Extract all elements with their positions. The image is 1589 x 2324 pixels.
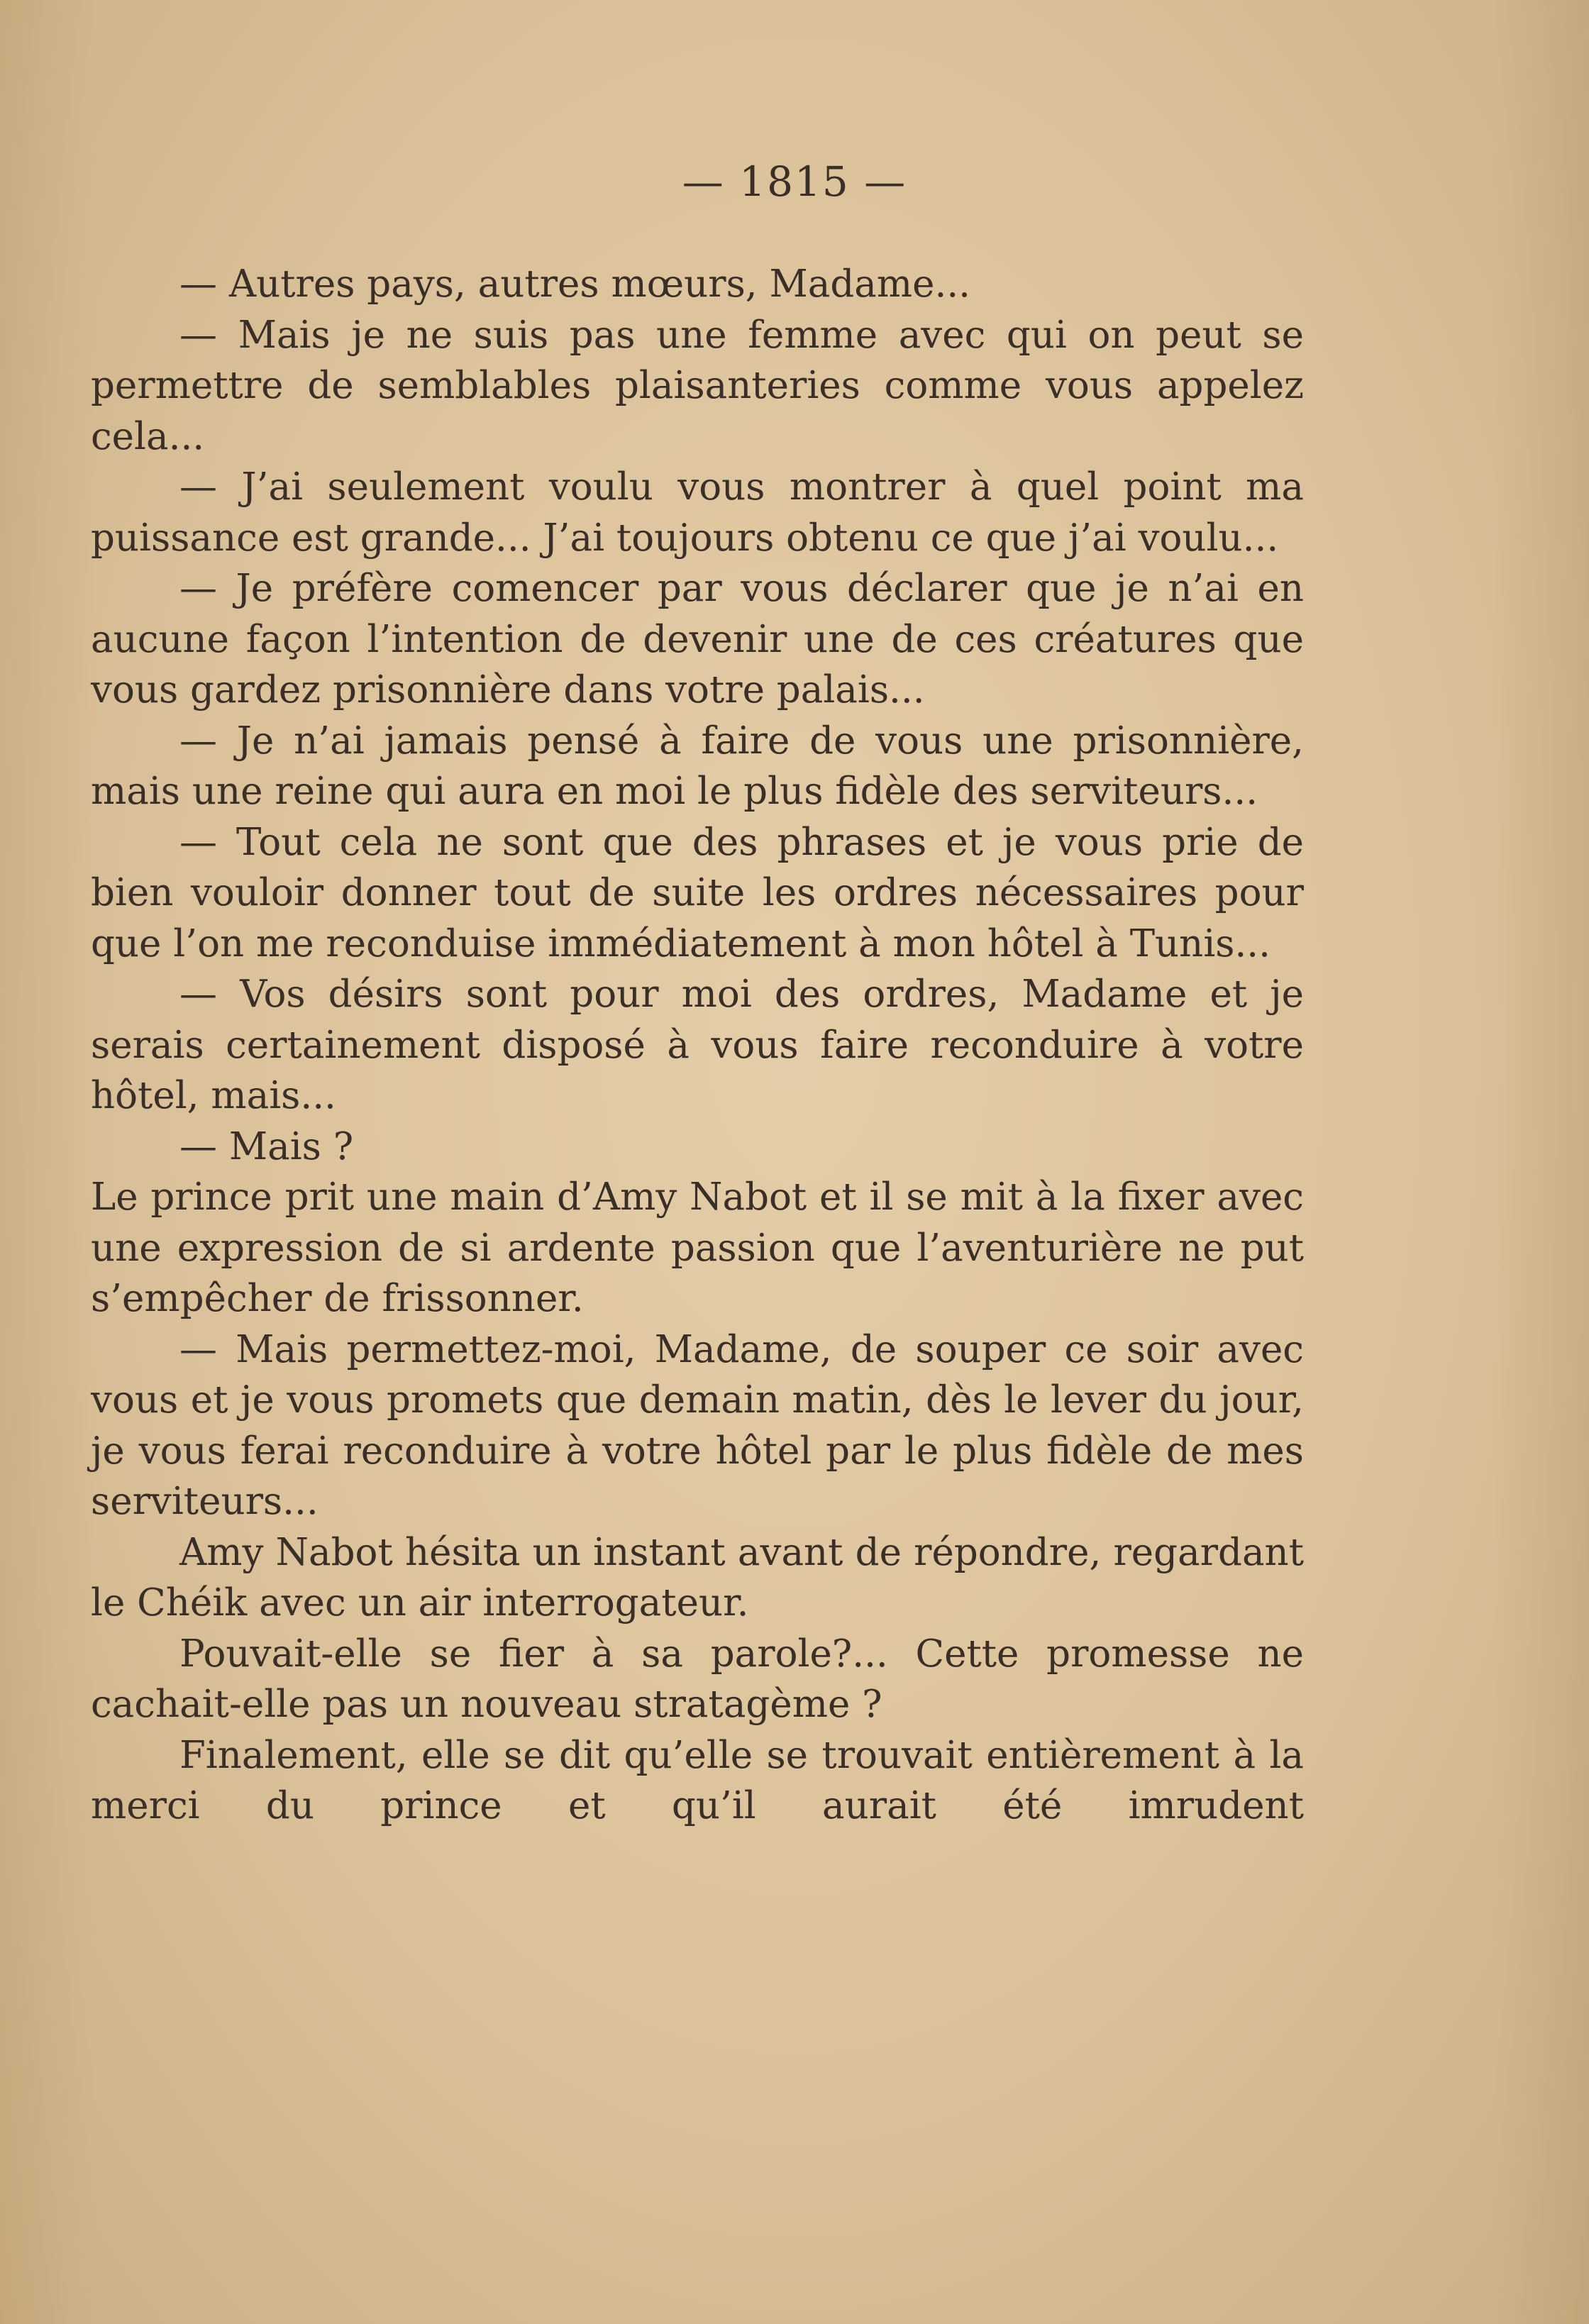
- paragraph: — J’ai seulement voulu vous montrer à quel point ma puissance est grande... J’ai toujours obtenu ce que j’ai voulu...: [91, 465, 1304, 560]
- paragraph: — Mais ?: [179, 1124, 354, 1168]
- body-text: [91, 259, 1304, 1832]
- paragraph: Finalement, elle se dit qu’elle se trouvait entièrement à la merci du prince et qu’il aurait été imrudent: [91, 1733, 1304, 1827]
- paragraph: — Mais je ne suis pas une femme avec qui on peut se permettre de semblables plaisanteries comme vous appelez cela...: [91, 313, 1304, 458]
- paragraph: Pouvait-elle se fier à sa parole?... Cette promesse ne cachait-elle pas un nouveau stratagème ?: [91, 1632, 1304, 1726]
- paragraph: Le prince prit une main d’Amy Nabot et il se mit à la fixer avec une expression de si ardente passion que l’aventurière ne put s’empêcher de frissonner.: [91, 1175, 1304, 1320]
- paragraph: — Mais permettez-moi, Madame, de souper ce soir avec vous et je vous promets que demain matin, dès le lever du jour, je vous ferai reconduire à votre hôtel par le plus fidèle de mes serviteurs...: [91, 1327, 1304, 1523]
- paragraph: — Autres pays, autres mœurs, Madame...: [179, 262, 971, 306]
- page-number: — 1815 —: [682, 157, 907, 206]
- paragraph: — Je n’ai jamais pensé à faire de vous une prisonnière, mais une reine qui aura en moi le plus fidèle des serviteurs...: [91, 719, 1304, 813]
- paragraph: — Tout cela ne sont que des phrases et je vous prie de bien vouloir donner tout de suite les ordres nécessaires pour que l’on me reconduise immédiatement à mon hôtel à Tunis...: [91, 820, 1304, 965]
- paragraph: Amy Nabot hésita un instant avant de répondre, regardant le Chéik avec un air interrogateur.: [91, 1530, 1304, 1625]
- paragraph: — Vos désirs sont pour moi des ordres, Madame et je serais certainement disposé à vous faire reconduire à votre hôtel, mais...: [91, 973, 1304, 1117]
- paragraph: — Je préfère comencer par vous déclarer que je n’ai en aucune façon l’intention de devenir une de ces créatures que vous gardez prisonnière dans votre palais...: [91, 567, 1304, 712]
